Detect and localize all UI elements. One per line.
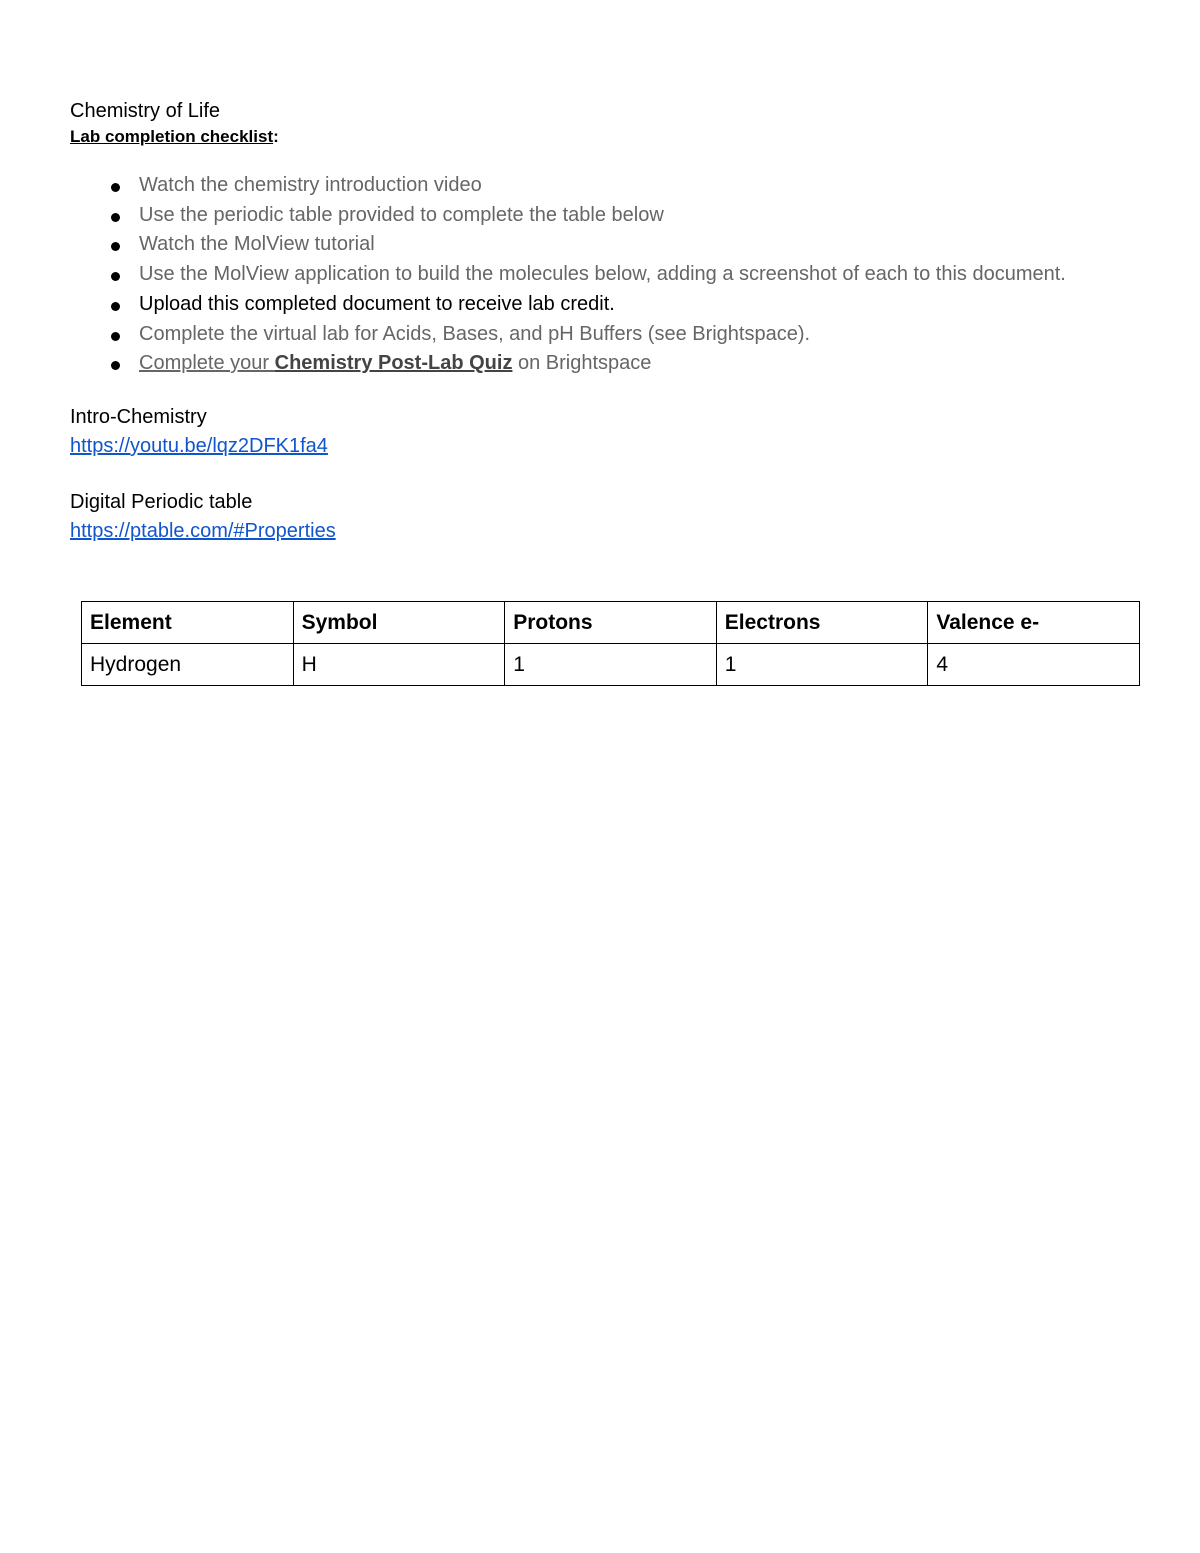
table-header-element: Element	[82, 602, 294, 644]
periodic-table-label: Digital Periodic table	[70, 490, 253, 513]
intro-chemistry-link[interactable]: https://youtu.be/lqz2DFK1fa4	[70, 434, 328, 457]
table-header-symbol: Symbol	[293, 602, 505, 644]
element-table	[81, 601, 1140, 686]
document-page	[70, 98, 1140, 676]
intro-chemistry-label: Intro-Chemistry	[70, 405, 207, 428]
table-cell-electrons[interactable]: 1	[716, 644, 928, 686]
quiz-item-prefix: Complete your	[139, 352, 275, 375]
bullet-icon	[111, 302, 120, 311]
checklist-item	[70, 349, 1140, 379]
bullet-icon	[111, 213, 120, 222]
checklist-item	[70, 260, 1140, 290]
periodic-table-section	[70, 488, 1140, 545]
table-cell-element[interactable]: Hydrogen	[82, 644, 294, 686]
checklist-item-text: Watch the MolView tutorial	[139, 233, 375, 256]
bullet-icon	[111, 361, 120, 370]
checklist-item-text: Upload this completed document to receive lab credit.	[139, 292, 615, 315]
bullet-icon	[111, 242, 120, 251]
bullet-icon	[111, 272, 120, 281]
table-row	[82, 644, 1140, 686]
intro-chemistry-section	[70, 403, 1140, 460]
table-header-protons: Protons	[505, 602, 717, 644]
checklist-item-text: Use the MolView application to build the molecules below, adding a screenshot of each to this document.	[139, 263, 1066, 286]
checklist-item	[70, 290, 1140, 320]
checklist-item	[70, 201, 1140, 231]
checklist-heading	[70, 124, 1140, 150]
checklist-heading-colon: :	[273, 127, 279, 146]
bullet-icon	[111, 183, 120, 192]
checklist-item-text: Complete the virtual lab for Acids, Bases, and pH Buffers (see Brightspace).	[139, 322, 811, 345]
checklist-heading-text: Lab completion checklist	[70, 127, 274, 146]
document-title: Chemistry of Life	[70, 100, 221, 122]
checklist-item-text: Use the periodic table provided to complete the table below	[139, 203, 664, 226]
checklist-item	[70, 320, 1140, 350]
checklist	[70, 171, 1140, 379]
table-cell-protons[interactable]: 1	[505, 644, 717, 686]
quiz-item-bold: Chemistry Post-Lab Quiz	[274, 352, 513, 375]
table-header-row	[82, 602, 1140, 644]
checklist-item-text: Watch the chemistry introduction video	[139, 174, 482, 196]
checklist-item	[70, 171, 1140, 201]
checklist-item	[70, 230, 1140, 260]
quiz-item-suffix: on Brightspace	[512, 352, 652, 375]
bullet-icon	[111, 332, 120, 341]
table-cell-symbol[interactable]: H	[293, 644, 505, 686]
table-header-valence: Valence e-	[928, 602, 1140, 644]
periodic-table-link[interactable]: https://ptable.com/#Properties	[70, 519, 336, 542]
table-cell-valence[interactable]: 4	[928, 644, 1140, 686]
table-header-electrons: Electrons	[716, 602, 928, 644]
